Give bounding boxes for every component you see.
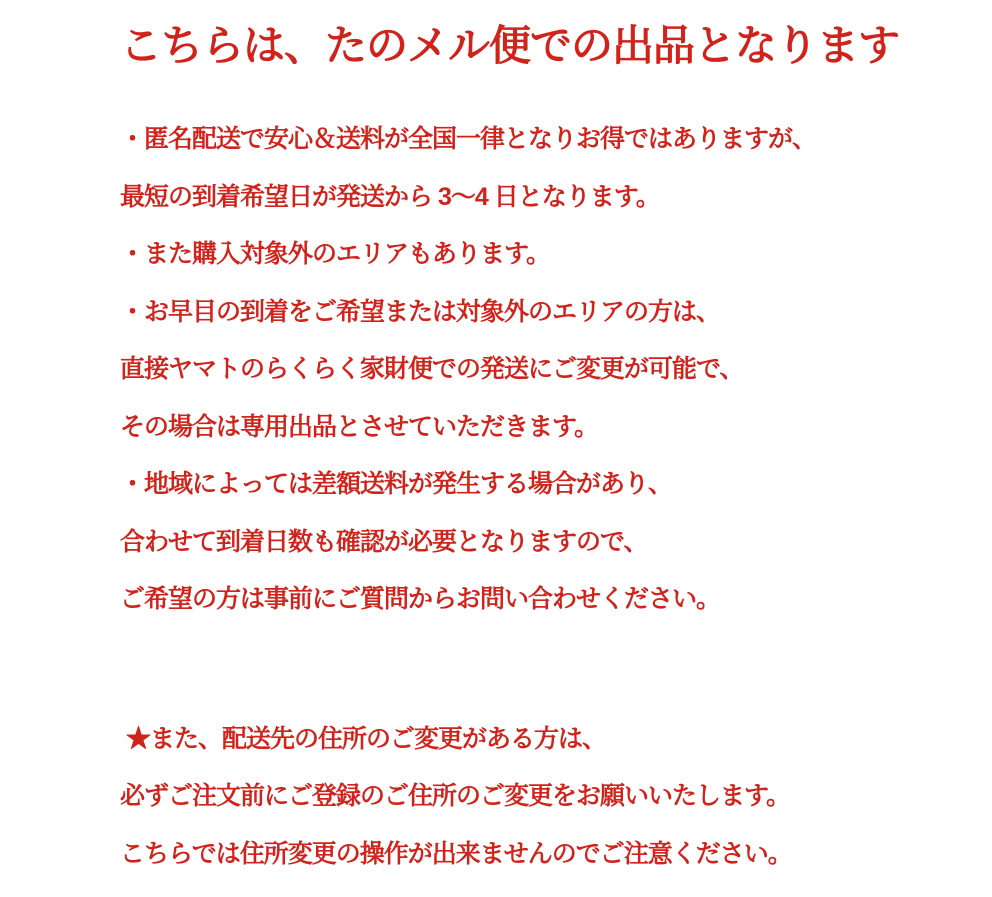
notice-line: 最短の到着希望日が発送から 3～4 日となります。 [120, 182, 660, 211]
page-title: こちらは、たのメル便での出品となります [120, 22, 900, 69]
notice-line-address-change: ★また、配送先の住所のご変更がある方は、 [120, 724, 606, 753]
notice-footer [120, 711, 932, 884]
notice-line: 直接ヤマトのらくらく家財便での発送にご変更が可能で、 [120, 355, 744, 384]
notice-line: ・また購入対象外のエリアもあります。 [120, 240, 551, 269]
notice-line: こちらでは住所変更の操作が出来ませんのでご注意ください。 [120, 839, 792, 868]
notice-line: 必ずご注文前にご登録のご住所のご変更をお願いいたします。 [120, 782, 791, 811]
notice-body [120, 111, 932, 629]
notice-line: ・匿名配送で安心＆送料が全国一律となりお得ではありますが、 [120, 125, 817, 154]
notice-line: ・地域によっては差額送料が発生する場合があり、 [120, 470, 673, 499]
notice-line: その場合は専用出品とさせていただきます。 [120, 412, 599, 441]
notice-line: ご希望の方は事前にご質問からお問い合わせください。 [120, 585, 721, 614]
notice-line: ・お早目の到着をご希望または対象外のエリアの方は、 [120, 297, 721, 326]
notice-line: 合わせて到着日数も確認が必要となりますので、 [120, 527, 648, 556]
